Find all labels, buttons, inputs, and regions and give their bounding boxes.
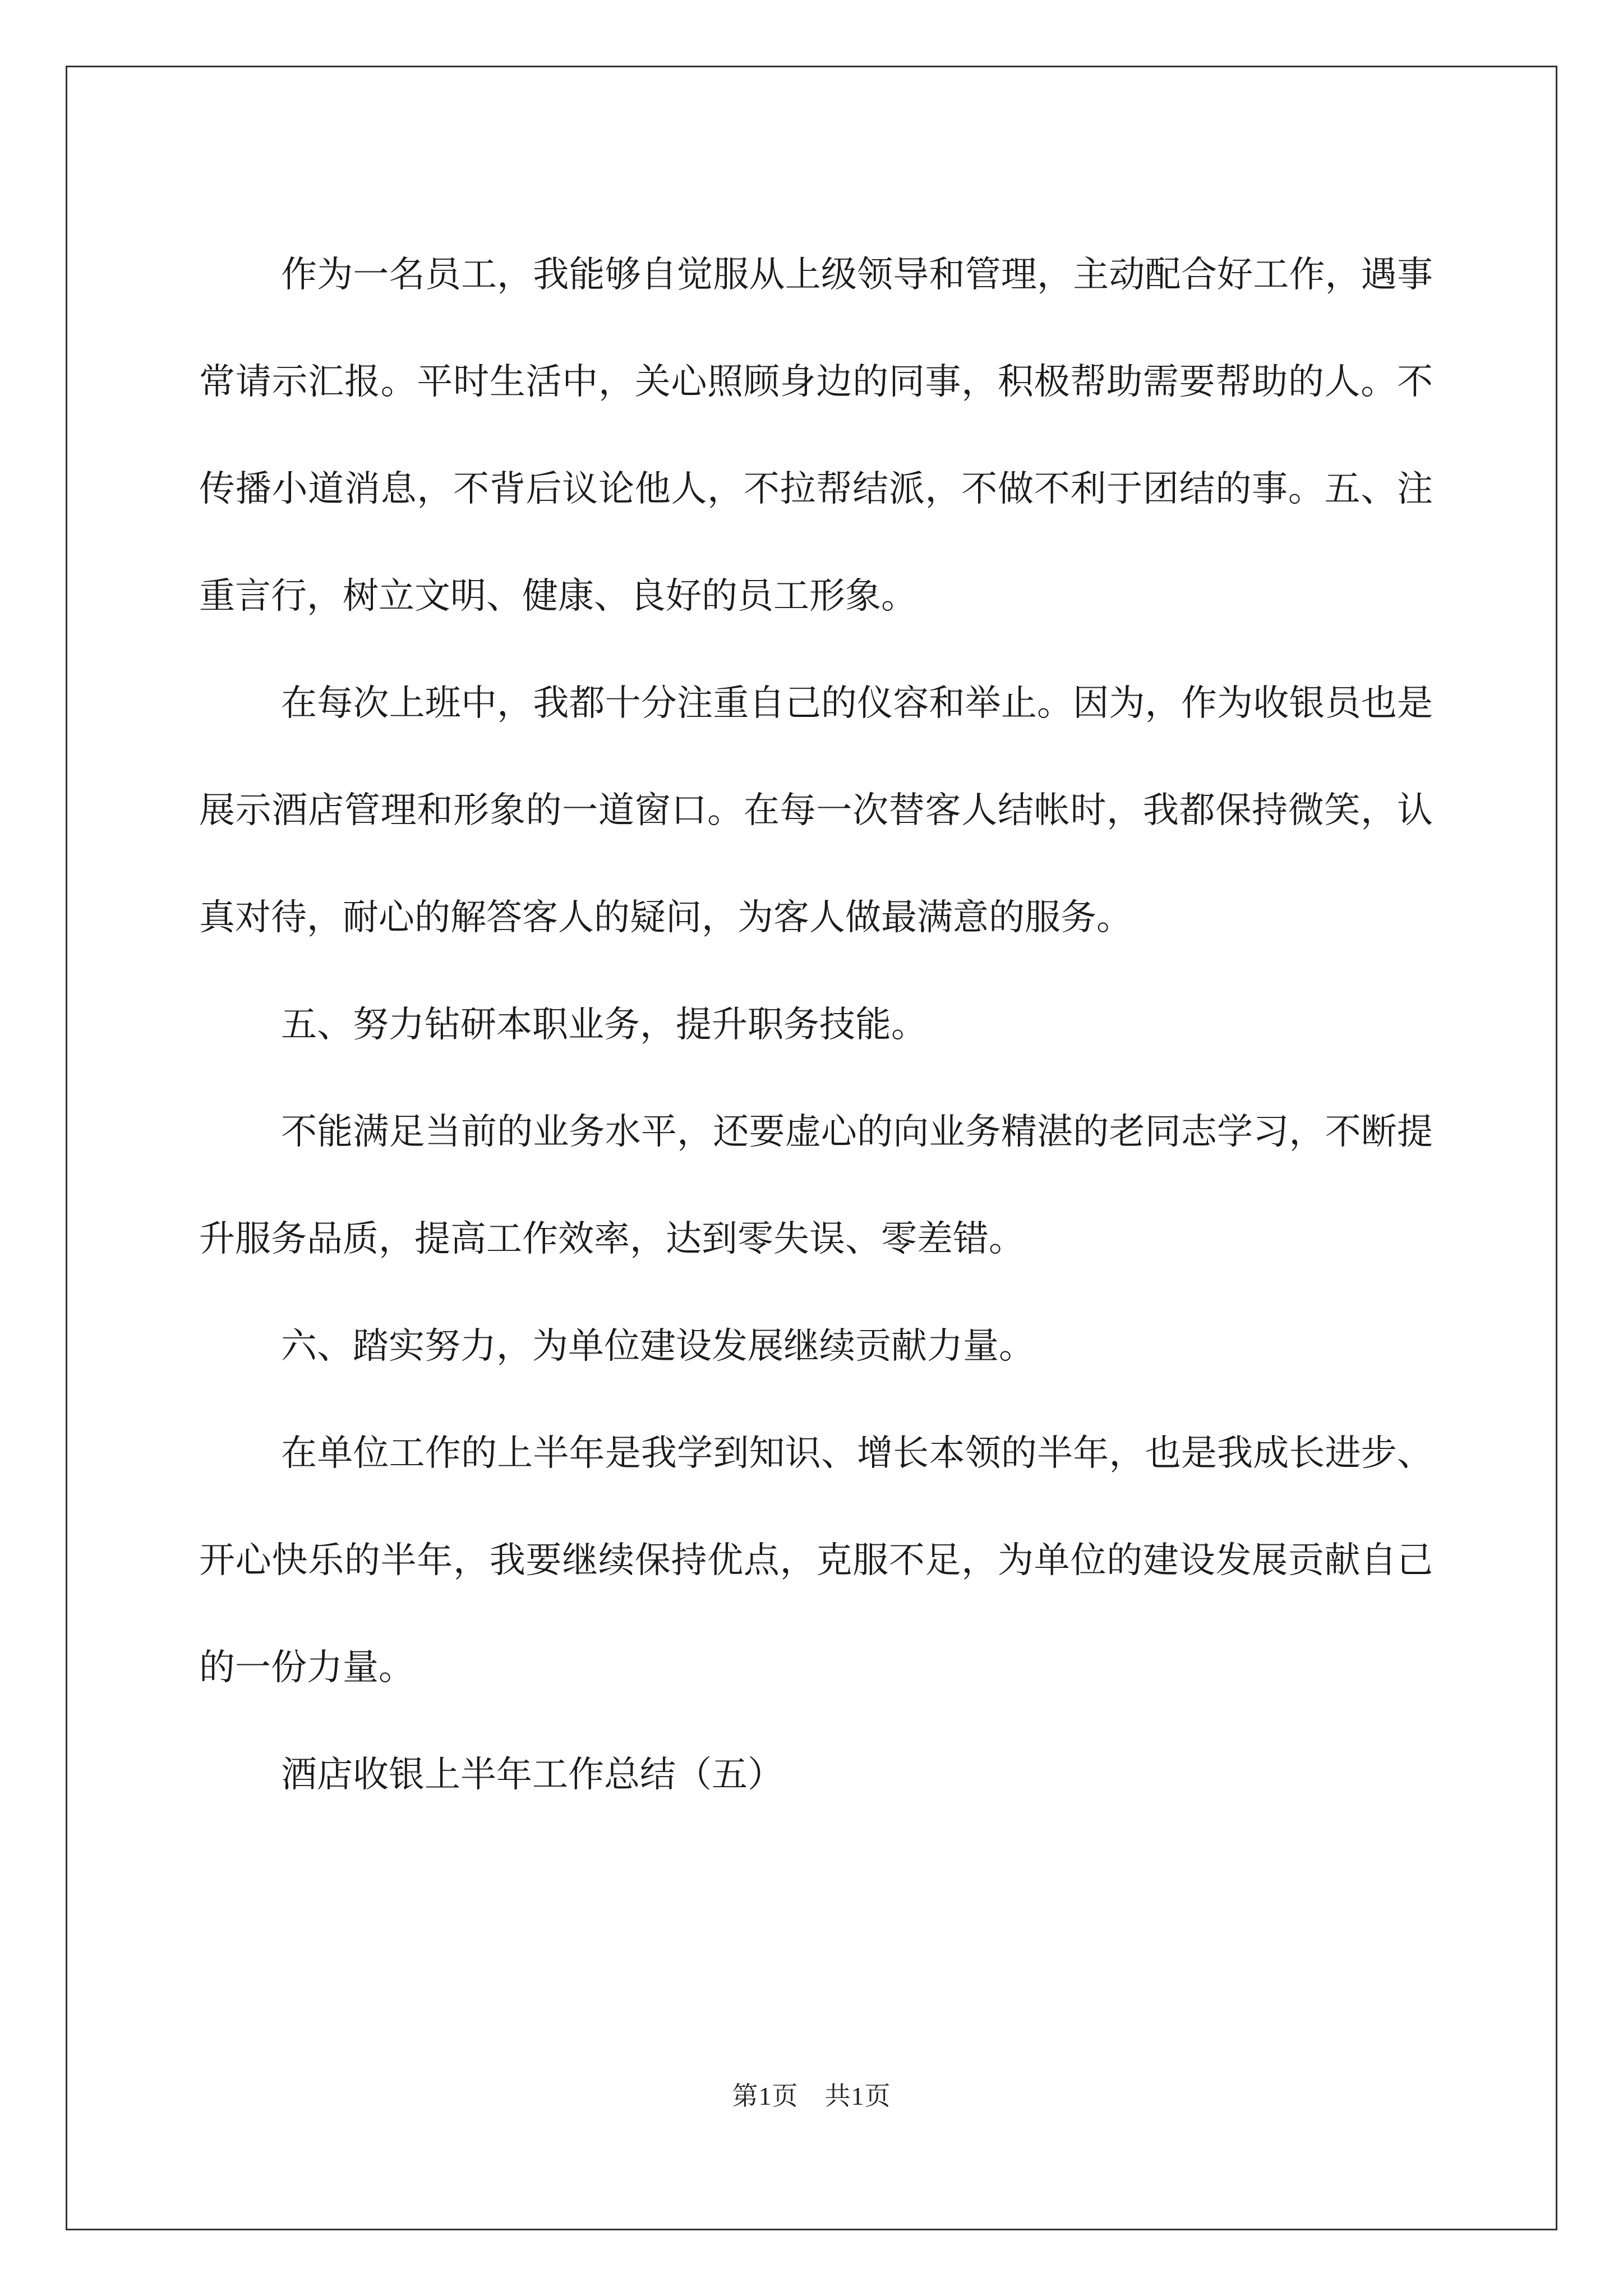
document-title: 酒店收银上半年工作总结（五） — [281, 1754, 783, 1796]
paragraph: 不能满足当前的业务水平，还要虚心的向业务精湛的老同志学习，不断提升服务品质，提高工作效率，达到零失误、零差错。 — [199, 1111, 1433, 1260]
paragraph: 在每次上班中，我都十分注重自己的仪容和举止。因为，作为收银员也是展示酒店管理和形象的一道窗口。在每一次替客人结帐时，我都保持微笑，认真对待，耐心的解答客人的疑问，为客人做最满意的服务。 — [199, 683, 1433, 938]
section-heading: 六、踏实努力，为单位建设发展继续贡献力量。 — [281, 1326, 1035, 1367]
paragraph: 在单位工作的上半年是我学到知识、增长本领的半年，也是我成长进步、开心快乐的半年，我要继续保持优点，克服不足，为单位的建设发展贡献自己的一份力量。 — [199, 1433, 1433, 1688]
paragraph: 作为一名员工，我能够自觉服从上级领导和管理，主动配合好工作，遇事常请示汇报。平时生活中，关心照顾身边的同事，积极帮助需要帮助的人。不传播小道消息，不背后议论他人，不拉帮结派，不做不利于团结的事。五、注重言行，树立文明、健康、良好的员工形象。 — [199, 254, 1433, 617]
document-body — [199, 222, 1433, 1829]
page-footer: 第1页 共1页 — [732, 2082, 891, 2110]
section-heading: 五、努力钻研本职业务，提升职务技能。 — [281, 1004, 927, 1046]
